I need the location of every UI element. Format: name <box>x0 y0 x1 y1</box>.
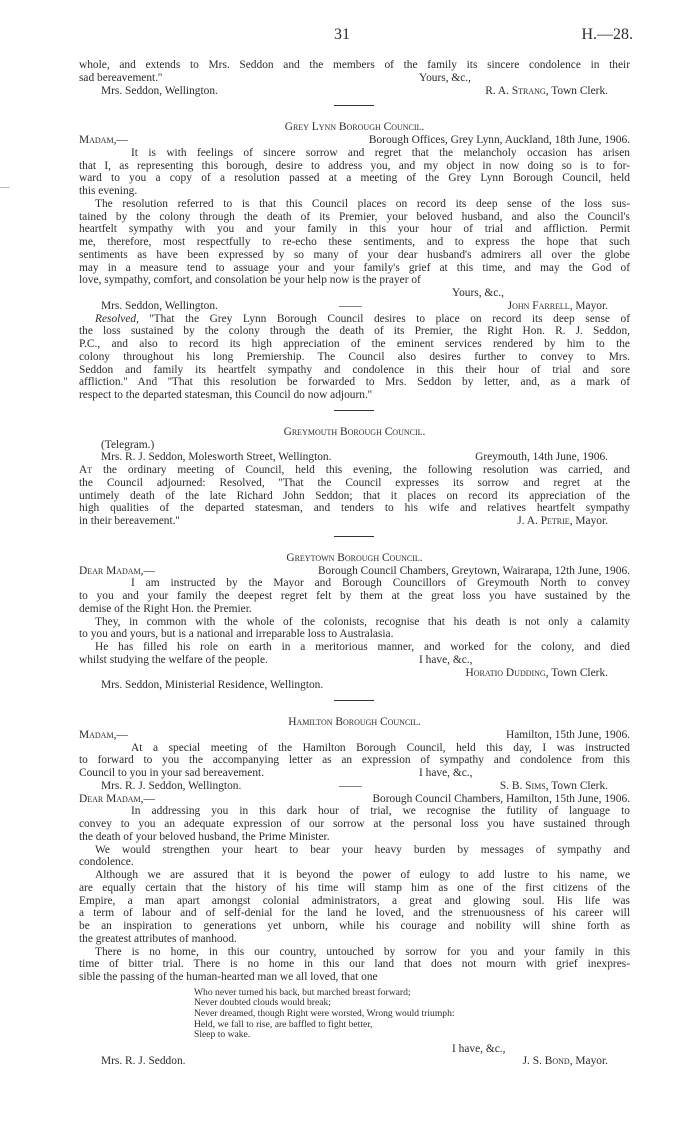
text-line <box>79 628 630 641</box>
text-line <box>79 654 630 667</box>
line-text: convey to you an adequate expression of our sorrow at the personal loss you have sustained through <box>79 818 630 830</box>
closing-phrase: I have, &c., <box>419 653 473 666</box>
verse-line: Held, we fall to rise, are baffled to fight better, <box>194 1018 373 1030</box>
text-line <box>79 958 630 971</box>
text-line <box>79 603 630 616</box>
text-line <box>79 515 630 528</box>
line-text: are equally certain that the history of his time will stamp him as one of the first citizens of the <box>79 881 630 894</box>
signature <box>500 780 608 793</box>
place-and-date: Borough Offices, Grey Lynn, Auckland, 18th June, 1906. <box>368 134 630 146</box>
place-and-date: Borough Council Chambers, Hamilton, 15th June, 1906. <box>372 792 630 805</box>
verse-line: Never doubted clouds would break; <box>194 997 331 1009</box>
line-text: this evening. <box>79 185 138 197</box>
signature <box>466 667 608 680</box>
paragraph <box>79 313 630 402</box>
line-text: P.C., and also to record its high appreciation of the eminent services rendered by him to the <box>79 338 630 350</box>
line-text: time of bitter trial. There is no home in this our land that does not mourn with grief inexpres- <box>79 958 630 971</box>
text-line <box>79 933 630 946</box>
line-text: demise of the Right Hon. the Premier. <box>79 602 252 615</box>
signature-row <box>79 667 630 680</box>
line-text: affliction.'' And ''That this resolution be forwarded to Mrs. Seddon by letter, and, as a mark of <box>79 376 630 389</box>
document-reference: H.—28. <box>581 26 633 43</box>
letter-section <box>79 97 630 402</box>
closing-phrase: I have, &c., <box>452 1042 506 1055</box>
salutation: Madam,— <box>79 728 128 741</box>
dash-separator: —— <box>339 779 362 792</box>
text-line <box>79 351 630 364</box>
signature-row <box>79 780 630 793</box>
line-text: colony throughout his long Premiership. The Council also desires further to convey to Mrs. <box>79 350 630 363</box>
salutation: Dear Madam,— <box>79 564 155 577</box>
line-text: the greatest attributes of manhood. <box>79 932 237 945</box>
signer-title: , Town Clerk. <box>545 779 608 792</box>
addressee: Mrs. R. J. Seddon. <box>101 1055 186 1068</box>
line-text: whole, and extends to Mrs. Seddon and the members of the family its sincere condolence in their <box>79 59 630 71</box>
line-text: untimely death of the late Richard John Seddon; that it places on record its appreciation of the <box>79 489 630 502</box>
line-text: to forward to you the accompanying letter as an expression of sympathy and condolence from this <box>79 754 630 767</box>
line-text: heartfelt sympathy with you and your family in this your hour of trial and affliction. Permit <box>79 223 630 236</box>
text-line <box>79 490 630 503</box>
text-line <box>79 147 630 160</box>
salutation: Madam,— <box>79 134 128 146</box>
address-row <box>79 134 630 147</box>
text-line <box>79 477 630 490</box>
line-text: high qualities of the departed statesman, and tenders to his wife and relatives heartfelt sympathy <box>79 502 630 515</box>
closing-phrase: I have, &c., <box>419 767 473 779</box>
verse-line: Never dreamed, though Right were worsted, Wrong would triumph: <box>194 1007 455 1019</box>
text-line <box>79 641 630 654</box>
line-text: I am instructed by the Mayor and Borough Councillors of Greymouth North to convey <box>131 577 630 590</box>
text-line <box>79 160 630 173</box>
text-line <box>79 754 630 767</box>
resolved-label: Resolved, <box>95 312 139 325</box>
line-text: sible the passing of the human-hearted man we all loved, that one <box>79 971 378 983</box>
signature <box>485 85 608 98</box>
signature-row <box>79 1055 630 1068</box>
letter-section <box>79 59 630 97</box>
line-text: Although we are assured that it is beyond the power of eulogy to add lustre to his name, we <box>95 869 630 881</box>
text-line <box>79 72 630 85</box>
text-line <box>79 325 630 338</box>
line-text: Council to you in your sad bereavement. <box>79 767 265 779</box>
text-line <box>79 869 630 882</box>
signature-row <box>79 300 630 313</box>
text-line <box>79 313 630 326</box>
letter-section <box>79 692 630 1068</box>
place-and-date: Hamilton, 15th June, 1906. <box>505 728 630 741</box>
place-and-date: Greymouth, 14th June, 1906. <box>475 451 608 464</box>
paragraph <box>79 464 630 528</box>
line-text: whilst studying the welfare of the people. <box>79 653 268 666</box>
line-text: to you and yours, but is a national and irreparable loss to Australasia. <box>79 628 394 641</box>
signer-title: , Town Clerk. <box>545 666 608 679</box>
paragraph <box>79 641 630 667</box>
paragraph <box>79 198 630 287</box>
line-text: He has filled his role on earth in a meritorious manner, and worked for the colony, and died <box>95 641 630 653</box>
line-text: condolence. <box>79 856 134 869</box>
line-text: The resolution referred to is that this Council places on record its deep sense of the loss sus- <box>95 197 630 210</box>
section-heading: Hamilton Borough Council. <box>288 716 421 728</box>
line-text: At a special meeting of the Hamilton Borough Council, held this day, I was instructed <box>131 741 630 754</box>
addressee: Mrs. Seddon, Wellington. <box>101 84 218 97</box>
line-text: They, in common with the whole of the colonists, recognise that his death is not only a calamity <box>95 615 630 628</box>
salutation: Dear Madam,— <box>79 792 155 805</box>
text-line <box>79 946 630 959</box>
line-text: be an inspiration to generations yet unborn, while his courage and nobility will shine forth as <box>79 920 630 932</box>
paragraph <box>79 59 630 85</box>
paragraph <box>79 742 630 780</box>
line-text: a term of labour and of self-denial for the land he loved, and the strenuousness of his career will <box>79 907 630 920</box>
line-text: We would strengthen your heart to bear your heavy burden by messages of sympathy and <box>95 843 630 856</box>
text-line <box>79 767 630 780</box>
signer-title: , Mayor. <box>569 299 608 312</box>
text-line <box>79 895 630 908</box>
text-line <box>79 907 630 920</box>
paragraph <box>79 805 630 843</box>
paragraph <box>79 147 630 198</box>
text-line <box>79 616 630 629</box>
section-heading: Greymouth Borough Council. <box>283 425 426 438</box>
place-and-date: Borough Council Chambers, Greytown, Wairarapa, 12th June, 1906. <box>317 564 630 577</box>
signature <box>523 1055 608 1068</box>
line-text: It is with feelings of sincere sorrow and regret that the melancholy occasion has arisen <box>131 146 630 159</box>
signer-name: J. S. Bond <box>522 1055 570 1068</box>
paragraph <box>79 869 630 946</box>
signer-name: John Farrell <box>507 299 570 312</box>
closing-phrase: Yours, &c., <box>419 71 472 84</box>
text-line <box>79 502 630 515</box>
line-text: tained by the colony through the death of its Premier, your beloved husband, and also the Council's <box>79 210 630 223</box>
text-line <box>79 389 630 402</box>
address-row <box>79 565 630 578</box>
signature <box>508 300 608 313</box>
paragraph <box>79 577 630 615</box>
line-text: ''That the Grey Lynn Borough Council desires to place on record its deep sense of <box>138 312 630 325</box>
text-line <box>79 464 630 477</box>
text-line <box>79 211 630 224</box>
paragraph <box>79 844 630 870</box>
line-text: ward to you a copy of a resolution passed at a meeting of the Grey Lynn Borough Council, held <box>79 172 630 185</box>
line-text: the ordinary meeting of Council, held this evening, the following resolution was carried, and <box>92 464 630 476</box>
opening-word: At <box>79 464 93 476</box>
address-row <box>79 451 630 464</box>
text-line <box>79 920 630 933</box>
line-text: the death of your beloved husband, the Prime Minister. <box>79 830 330 843</box>
paragraph <box>79 616 630 642</box>
section-divider <box>79 692 630 710</box>
dash-separator: —— <box>339 299 362 312</box>
line-text: respect to the departed statesman, this Council do now adjourn.'' <box>79 389 372 401</box>
text-line <box>79 172 630 185</box>
section-heading: Grey Lynn Borough Council. <box>284 121 425 134</box>
text-line <box>79 59 630 72</box>
text-line <box>79 818 630 831</box>
section-divider <box>79 528 630 546</box>
signature-row <box>79 85 630 98</box>
line-text: the loss sustained by the colony through the death of its Premier, the Right Hon. R. J. Seddon, <box>79 325 630 338</box>
text-line: Mrs. Seddon, Ministerial Residence, Wellington. <box>101 679 324 692</box>
text-line <box>79 577 630 590</box>
text-line <box>79 856 630 869</box>
section-divider <box>79 402 630 420</box>
text-line <box>79 274 630 287</box>
line-text: in their bereavement.'' <box>79 515 180 527</box>
line-text: Empire, a man apart amongst colonial administrators, a great and glowing soul. His life was <box>79 894 630 907</box>
closing-phrase: Yours, &c., <box>452 287 505 299</box>
line-text: may in a measure tend to assuage your and your family's grief at this time, and may the God of <box>79 261 630 274</box>
recipient: Mrs. R. J. Seddon, Molesworth Street, Wellington. <box>101 451 332 464</box>
paragraph <box>79 946 630 984</box>
addressee: Mrs. R. J. Seddon, Wellington. <box>101 779 242 792</box>
line-text: sentiments as have been expressed by so many of your dear husband's admirers all over the globe <box>79 248 630 261</box>
text-line <box>79 742 630 755</box>
text-line <box>79 882 630 895</box>
verse-line: Who never turned his back, but marched breast forward; <box>194 986 411 998</box>
text-line <box>79 198 630 211</box>
text-line <box>79 185 630 198</box>
line-text: the Council adjourned: Resolved, ''That the Council expresses its sorrow and regret at the <box>79 476 630 489</box>
page-number: 31 <box>334 26 350 43</box>
text-line <box>79 236 630 249</box>
address-row <box>79 793 630 806</box>
addressee: Mrs. Seddon, Wellington. <box>101 299 218 312</box>
text-line <box>79 590 630 603</box>
margin-mark <box>0 187 10 188</box>
verse-quotation <box>79 988 630 1041</box>
letter-section <box>79 402 630 528</box>
text-line <box>79 249 630 262</box>
text-line <box>79 223 630 236</box>
text-line <box>79 376 630 389</box>
signer-title: , Mayor. <box>569 515 608 527</box>
text-line <box>79 338 630 351</box>
signer-title: , Mayor. <box>569 1055 608 1068</box>
text-line: (Telegram.) <box>101 438 155 451</box>
line-text: to you and your family the deepest regret felt by them at the great loss you have sustained by the <box>79 590 630 602</box>
text-line <box>79 844 630 857</box>
text-line <box>79 262 630 275</box>
text-line <box>79 831 630 844</box>
line-text: me, therefore, most respectfully to re-echo these sentiments, and to express the hope that such <box>79 236 630 248</box>
section-divider <box>79 97 630 115</box>
signer-name: J. A. Petrie <box>517 515 570 527</box>
letter-section <box>79 528 630 692</box>
verse-line: Sleep to wake. <box>194 1029 251 1041</box>
signer-name: S. B. Sims <box>499 779 546 792</box>
line-text: There is no home, in this our country, untouched by sorrow for you and your family in this <box>95 945 630 958</box>
address-row <box>79 729 630 742</box>
line-text: In addressing you in this dark hour of trial, we recognise the futility of language to <box>131 805 630 818</box>
section-heading: Greytown Borough Council. <box>286 551 423 564</box>
document-body <box>79 59 630 1068</box>
signer-name: R. A. Strang <box>485 84 546 97</box>
text-line <box>79 805 630 818</box>
text-line <box>79 971 630 984</box>
line-text: Seddon and family its heartfelt sympathy and condolence in this their hour of trial and sore <box>79 363 630 376</box>
signer-name: Horatio Dudding <box>465 666 546 679</box>
signature <box>517 515 608 528</box>
line-text: that I, as representing this borough, desire to address you, and my object in now doing so is to for- <box>79 159 630 172</box>
line-text: sad bereavement.'' <box>79 71 163 84</box>
line-text: love, sympathy, comfort, and consolation be your help now is the prayer of <box>79 274 421 287</box>
signer-title: , Town Clerk. <box>545 84 608 97</box>
text-line <box>79 364 630 377</box>
